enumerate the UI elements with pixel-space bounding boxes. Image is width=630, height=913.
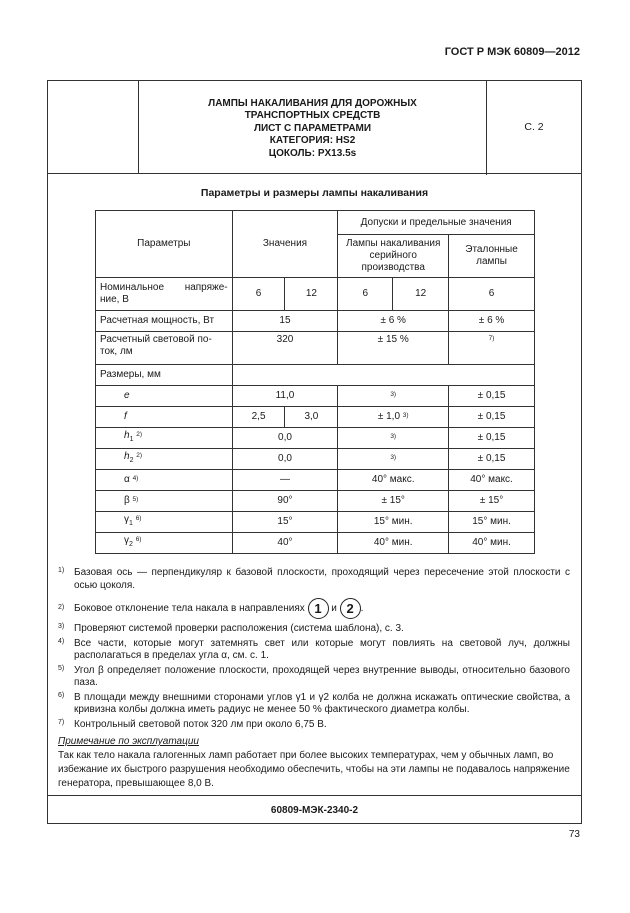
cell: 6: [232, 278, 285, 311]
symbol: α: [124, 474, 130, 485]
cell: 3,0: [285, 407, 338, 428]
table-row: [96, 512, 535, 533]
cell: —: [232, 470, 338, 491]
row-label: [96, 386, 233, 407]
table-row: [96, 491, 535, 512]
note-text: Так как тело накала галогенных ламп работает при более высоких температурах, чем у обычных ламп, во избежание их быстрого разрушения необходимо обеспечить, чтобы на эти лампы не подавалось напряжение генератора, превышающее 8,0 В.: [58, 750, 570, 789]
row-label: [96, 428, 233, 449]
footnote: [58, 719, 570, 732]
note-title: Примечание по эксплуатации: [58, 736, 199, 747]
subscript: 1: [129, 436, 134, 443]
footnote-ref: 3): [390, 391, 397, 398]
footnote-ref: 7): [488, 335, 495, 342]
footnote-mark: 4): [58, 637, 65, 645]
table-row: [96, 470, 535, 491]
footnote-ref: 3): [402, 412, 409, 419]
footnote-text: Угол β определяет положение плоскости, проходящей через внутренние выводы, относительно базового паза.: [74, 664, 570, 688]
parameters-table: [95, 210, 535, 554]
cell: 90°: [232, 491, 338, 512]
footnote-text: Проверяют системой проверки расположения (система шаблона), с. 3.: [74, 623, 404, 634]
cell: 12: [393, 278, 449, 311]
cell: [338, 449, 449, 470]
symbol: h: [124, 430, 130, 441]
table-header-row: [96, 211, 535, 235]
footnote-ref: 5): [132, 496, 139, 503]
symbol: β: [124, 495, 130, 506]
cell: ± 0,15: [449, 407, 535, 428]
row-label: Расчетный световой по-ток, лм: [96, 332, 233, 365]
table-caption: Параметры и размеры лампы накаливания: [200, 187, 429, 199]
table-row: [96, 311, 535, 332]
cell: 320: [232, 332, 338, 365]
footnote-ref: 6): [135, 515, 142, 522]
footnote-ref: 2): [136, 452, 143, 459]
cell: ± 6 %: [449, 311, 535, 332]
header-left-cell: [48, 81, 139, 173]
table-row: [96, 278, 535, 311]
standard-number: ГОСТ Р МЭК 60809—2012: [444, 46, 580, 58]
footnote-mark: 1): [58, 567, 65, 574]
row-label: Размеры, мм: [96, 365, 233, 386]
cell: ± 15°: [449, 491, 535, 512]
cell: 0,0: [232, 449, 338, 470]
row-label: Номинальное напряже-ние, В: [96, 278, 233, 311]
symbol: e: [124, 390, 130, 401]
subscript: 1: [129, 520, 133, 527]
cell: 40° макс.: [449, 470, 535, 491]
cell: 6: [449, 278, 535, 311]
table-row: [96, 386, 535, 407]
head-params: Параметры: [96, 211, 233, 278]
footnotes: [58, 567, 570, 733]
cell: 15°: [232, 512, 338, 533]
head-tolerances: Допуски и предельные значения: [338, 211, 535, 235]
footnote-ref: 3): [390, 433, 397, 440]
footnote-ref: 4): [132, 475, 139, 482]
cell: [449, 332, 535, 365]
footnote: [58, 638, 570, 663]
cell: ± 6 %: [338, 311, 449, 332]
header-title: [139, 81, 487, 175]
table-row: [96, 428, 535, 449]
cell: 15° мин.: [338, 512, 449, 533]
head-values: Значения: [232, 211, 338, 278]
title-line: ЦОКОЛЬ: PX13.5s: [268, 147, 357, 159]
sheet-number: С. 2: [524, 121, 544, 133]
row-label: [96, 407, 233, 428]
symbol: f: [124, 411, 127, 422]
head-etalon: Эталонные лампы: [449, 235, 535, 278]
cell: 40° мин.: [338, 533, 449, 554]
cell: 2,5: [232, 407, 285, 428]
footnote-text: Контрольный световой поток 320 лм при около 6,75 В.: [74, 718, 327, 730]
footnote-text: Базовая ось — перпендикуляр к базовой плоскости, проходящий через пересечение этой плоскости с осью цоколя.: [74, 567, 570, 591]
sheet-code: 60809-МЭК-2340-2: [270, 805, 359, 816]
footnote-text: Боковое отклонение тела накала в направлениях: [74, 603, 305, 615]
footer-divider: [48, 795, 581, 796]
footnote-ref: 3): [390, 454, 397, 461]
footnote-text: Все части, которые могут затемнять свет или которые могут повлиять на световой луч, должны располагаться в пределах угла α, см. с. 1.: [74, 637, 570, 661]
cell: [338, 407, 449, 428]
symbol: γ: [124, 514, 129, 525]
cell: [232, 365, 534, 386]
title-line: ЛАМПЫ НАКАЛИВАНИЯ ДЛЯ ДОРОЖНЫХ: [208, 97, 417, 109]
footnote-text: .: [360, 603, 364, 615]
cell: ± 0,15: [449, 428, 535, 449]
footnote-text: и: [331, 603, 337, 615]
head-serial: Лампы накаливания серийного производства: [338, 235, 449, 278]
footnote-ref: 2): [136, 431, 143, 438]
footnote: [58, 567, 570, 592]
footnote: [58, 598, 570, 619]
table-row: [96, 533, 535, 554]
direction-2-icon: 2: [340, 598, 361, 619]
table-row: [96, 365, 535, 386]
cell: ± 15°: [338, 491, 449, 512]
cell: ± 0,15: [449, 449, 535, 470]
footnote-mark: 3): [58, 623, 65, 630]
cell: 15° мин.: [449, 512, 535, 533]
cell: 0,0: [232, 428, 338, 449]
header-divider: [48, 173, 581, 174]
row-label: [96, 512, 233, 533]
footnote-mark: 6): [58, 691, 65, 699]
title-line: ЛИСТ С ПАРАМЕТРАМИ: [253, 122, 372, 134]
cell: 12: [285, 278, 338, 311]
row-label: [96, 533, 233, 554]
title-line: КАТЕГОРИЯ: HS2: [269, 135, 356, 147]
value: ± 1,0: [377, 411, 401, 422]
row-label: [96, 491, 233, 512]
row-label: [96, 449, 233, 470]
cell: 40° мин.: [449, 533, 535, 554]
cell: 40°: [232, 533, 338, 554]
subscript: 2: [129, 457, 134, 464]
row-label: [96, 470, 233, 491]
footnote-mark: 2): [58, 604, 65, 611]
row-label: Расчетная мощность, Вт: [96, 311, 233, 332]
title-line: ТРАНСПОРТНЫХ СРЕДСТВ: [244, 110, 381, 122]
table-row: [96, 332, 535, 365]
direction-1-icon: 1: [308, 598, 329, 619]
footnote: [58, 665, 570, 690]
page-number: 73: [568, 829, 580, 840]
symbol: h: [124, 451, 130, 462]
footnote-mark: 7): [58, 718, 65, 726]
footnote-mark: 5): [58, 664, 65, 672]
table-row: [96, 449, 535, 470]
cell: [338, 386, 449, 407]
footnote-text: В площади между внешними сторонами углов γ1 и γ2 колба не должна искажать оптические свойства, а кривизна колбы должна иметь радиус не менее 50 % фактического диаметра колбы.: [74, 691, 570, 715]
cell: 15: [232, 311, 338, 332]
cell: [338, 428, 449, 449]
cell: 40° макс.: [338, 470, 449, 491]
cell: ± 0,15: [449, 386, 535, 407]
footnote: [58, 692, 570, 717]
footnote: [58, 623, 570, 636]
cell: 11,0: [232, 386, 338, 407]
table-row: [96, 407, 535, 428]
cell: ± 15 %: [338, 332, 449, 365]
cell: 6: [338, 278, 393, 311]
subscript: 2: [129, 541, 133, 548]
footnote-ref: 6): [135, 536, 142, 543]
symbol: γ: [124, 535, 129, 546]
